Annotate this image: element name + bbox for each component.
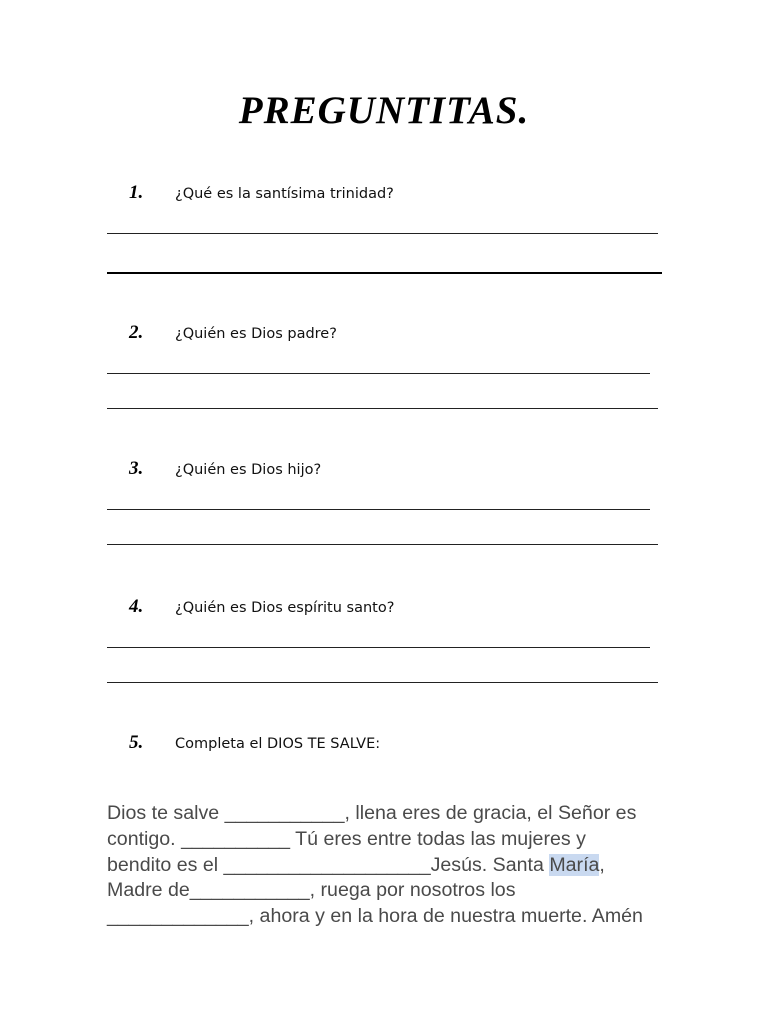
answer-line[interactable] [107,544,658,545]
question-number: 3. [129,458,144,479]
question-text: ¿Quién es Dios padre? [175,326,337,342]
question-number: 2. [129,322,144,343]
prayer-line [107,853,687,879]
answer-line[interactable] [107,647,650,648]
question-number: 5. [129,732,144,753]
answer-line[interactable] [107,509,650,510]
question-text: ¿Qué es la santísima trinidad? [175,186,394,202]
question-text: Completa el DIOS TE SALVE: [175,736,381,752]
answer-line[interactable] [107,272,662,274]
page-title: PREGUNTITAS. [238,89,530,132]
selected-text-highlight[interactable]: María [549,853,600,876]
answer-line[interactable] [107,233,658,234]
question-number: 4. [129,596,144,617]
answer-line[interactable] [107,373,650,374]
prayer-text [107,801,687,930]
question-text: ¿Quién es Dios espíritu santo? [175,600,395,616]
question-number: 1. [129,182,144,203]
question-text: ¿Quién es Dios hijo? [175,462,322,478]
prayer-line: Dios te salve ___________, llena eres de gracia, el Señor es [107,802,637,824]
prayer-line: _____________, ahora y en la hora de nuestra muerte. Amén [107,905,643,928]
prayer-segment: bendito es el ___________________Jesús. Santa [107,853,550,876]
answer-line[interactable] [107,682,658,683]
prayer-segment: , [599,853,605,876]
answer-line[interactable] [107,408,658,409]
prayer-line: contigo. __________ Tú eres entre todas las mujeres y [107,827,586,850]
prayer-line: Madre de___________, ruega por nosotros los [107,879,516,902]
